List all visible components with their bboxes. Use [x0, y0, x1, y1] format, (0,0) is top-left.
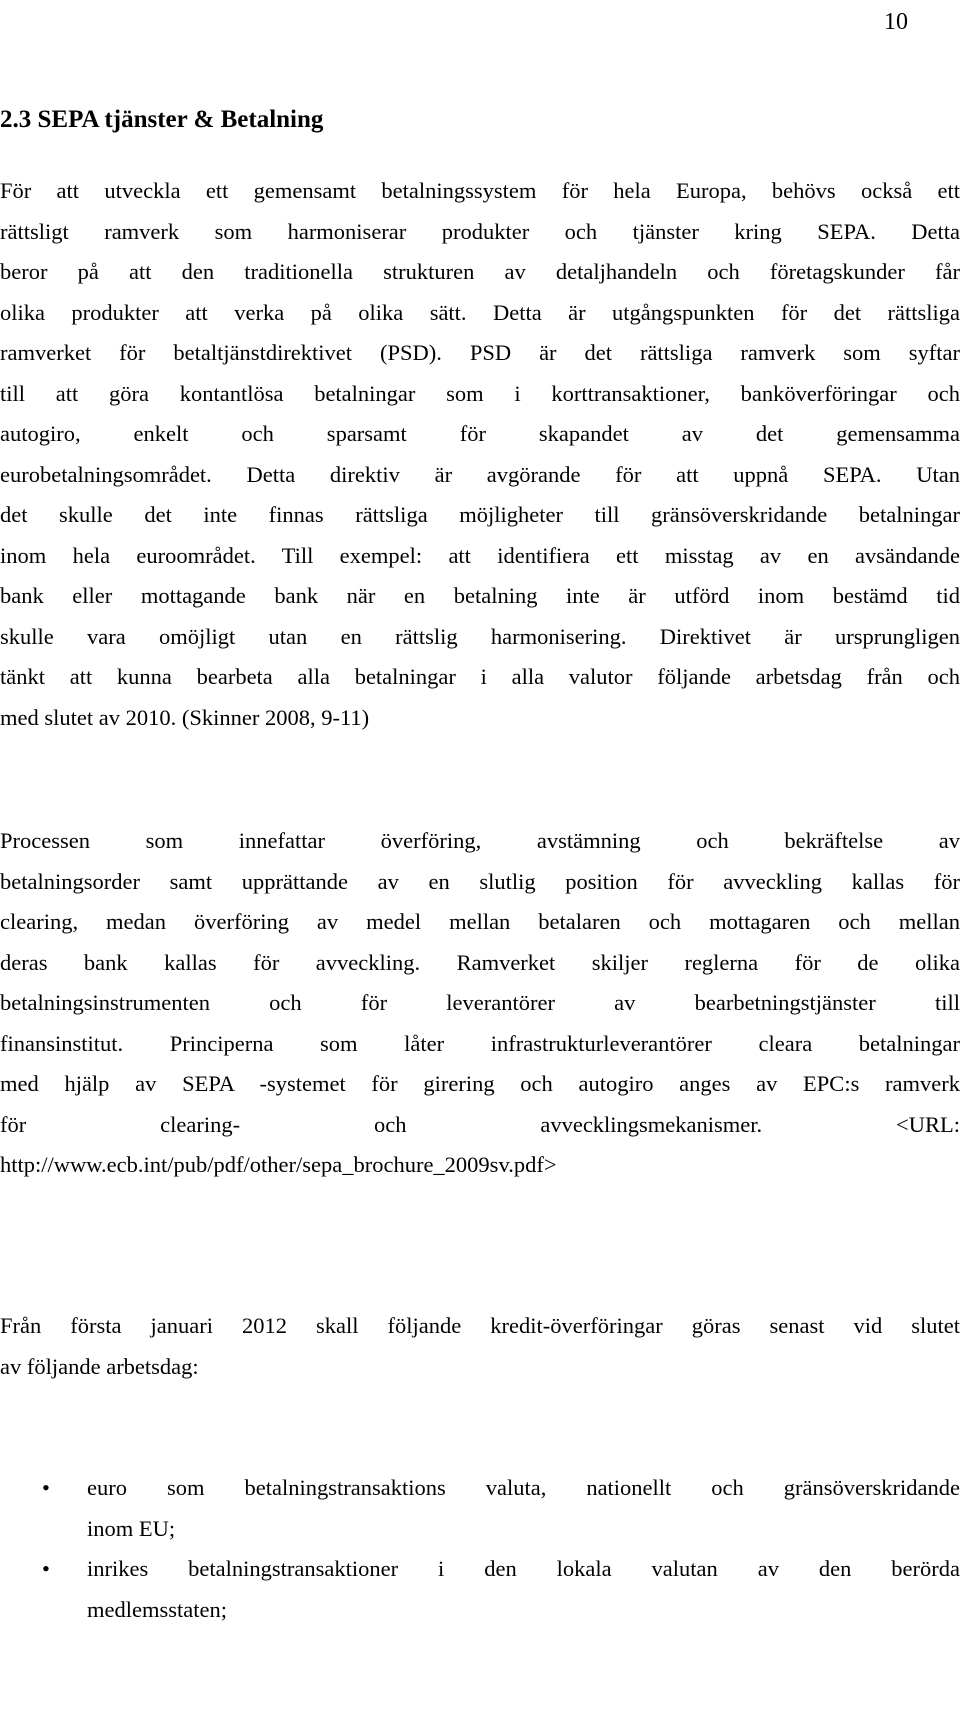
text-line: till att göra kontantlösa betalningar som i korttransaktioner, banköverföringar och	[0, 380, 960, 406]
text-line: beror på att den traditionella strukturen av detaljhandeln och företagskunder får	[0, 259, 960, 284]
text-line: betalningsinstrumenten och för leverantörer av bearbetningstjänster till	[0, 990, 960, 1015]
text-line: skulle vara omöjligt utan en rättslig harmonisering. Direktivet är ursprungligen	[0, 623, 960, 649]
text-line: inom hela euroområdet. Till exempel: att identifiera ett misstag av en avsändande	[0, 542, 960, 568]
text-line: finansinstitut. Principerna som låter infrastrukturleverantörer cleara betalningar	[0, 1030, 960, 1056]
source-url: http://www.ecb.int/pub/pdf/other/sepa_brochure_2009sv.pdf>	[0, 1152, 557, 1177]
text-line: bank eller mottagande bank när en betalning inte är utförd inom bestämd tid	[0, 583, 960, 608]
text-line: av följande arbetsdag:	[0, 1353, 199, 1379]
paragraph-clearing	[0, 821, 960, 1186]
text-line: inom EU;	[87, 1515, 176, 1541]
text-line: deras bank kallas för avveckling. Ramverket skiljer reglerna för de olika	[0, 949, 960, 975]
text-line: Processen som innefattar överföring, avstämning och bekräftelse av	[0, 828, 960, 853]
text-line: för clearing- och avvecklingsmekanismer. <URL:	[0, 1111, 960, 1137]
text-line: inrikes betalningstransaktioner i den lokala valutan av den berörda	[87, 1556, 960, 1581]
text-line: Från första januari 2012 skall följande kredit-överföringar göras senast vid slutet	[0, 1313, 960, 1338]
text-line: clearing, medan överföring av medel mellan betalaren och mottagaren och mellan	[0, 909, 960, 934]
text-line: rättsligt ramverk som harmoniserar produkter och tjänster kring SEPA. Detta	[0, 218, 960, 244]
text-line: olika produkter att verka på olika sätt. Detta är utgångspunkten för det rättsliga	[0, 299, 960, 325]
text-line: med slutet av 2010. (Skinner 2008, 9-11)	[0, 704, 370, 730]
text-line: autogiro, enkelt och sparsamt för skapandet av det gemensamma	[0, 421, 960, 446]
text-line: medlemsstaten;	[87, 1596, 227, 1622]
text-line: För att utveckla ett gemensamt betalningssystem för hela Europa, behövs också ett	[0, 178, 960, 203]
text-line: eurobetalningsområdet. Detta direktiv är avgörande för att uppnå SEPA. Utan	[0, 461, 960, 487]
bullet-icon: •	[42, 1475, 50, 1500]
section-heading: 2.3 SEPA tjänster & Betalning	[0, 106, 324, 133]
paragraph-psd	[0, 171, 960, 738]
text-line: ramverket för betaltjänstdirektivet (PSD). PSD är det rättsliga ramverk som syftar	[0, 340, 960, 365]
bullet-list	[0, 1468, 960, 1630]
page-number: 10	[884, 9, 908, 35]
bullet-icon: •	[42, 1556, 50, 1581]
text-line: med hjälp av SEPA -systemet för girering och autogiro anges av EPC:s ramverk	[0, 1071, 960, 1096]
text-line: det skulle det inte finnas rättsliga möjligheter till gränsöverskridande betalningar	[0, 502, 960, 527]
text-line: euro som betalningstransaktions valuta, nationellt och gränsöverskridande	[87, 1475, 960, 1500]
text-line: tänkt att kunna bearbeta alla betalningar i alla valutor följande arbetsdag från och	[0, 664, 960, 689]
list-item	[0, 1468, 960, 1549]
text-line: betalningsorder samt upprättande av en slutlig position för avveckling kallas för	[0, 868, 960, 894]
paragraph-2012	[0, 1306, 960, 1387]
list-item	[0, 1549, 960, 1630]
